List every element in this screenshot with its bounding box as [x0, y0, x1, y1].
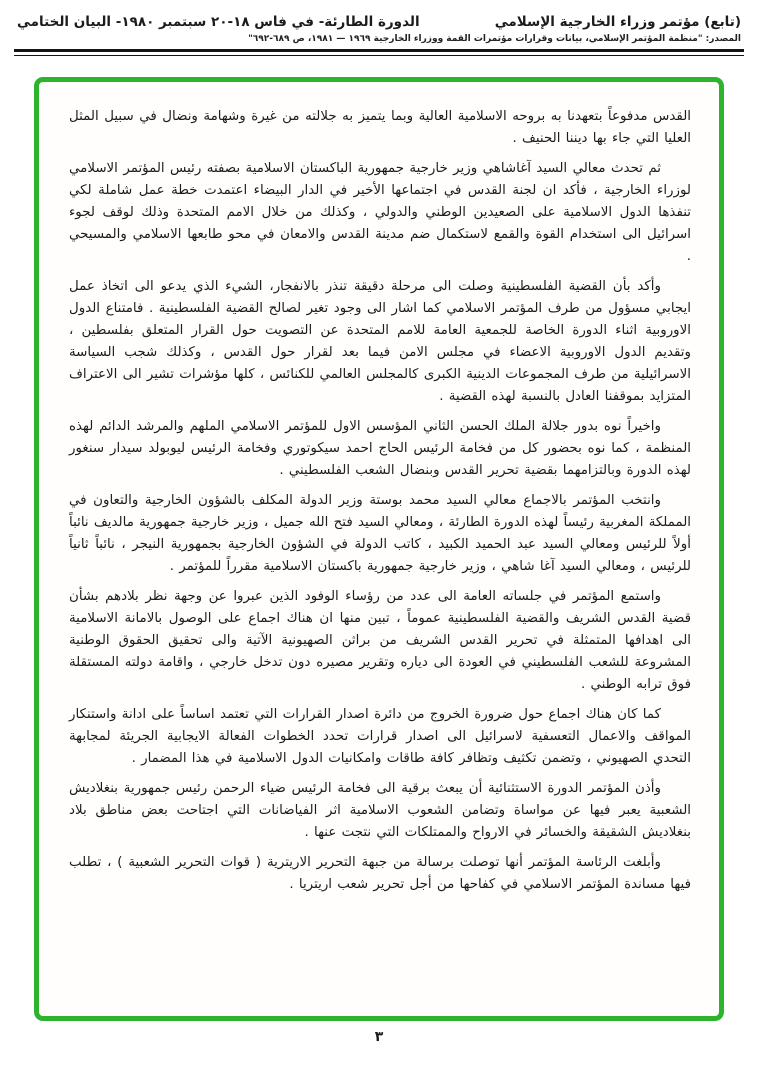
paragraph: ثم تحدث معالي السيد آغاشاهي وزير خارجية جمهورية الباكستان الاسلامية بصفته رئيس المؤتمر الاسلامي لوزراء الخارجية ، فأكد ان لجنة القدس في اجتماعها الأخير في الدار البيضاء اعتمدت خطة عمل شاملة لكي تنفذها الدول الاسلامية على الصعيدين الوطني والدولي ، وكذلك من خلال الامم المتحدة وذلك لوقف لجوء اسرائيل الى استخدام القوة والقمع لاستكمال ضم مدينة القدس والامعان في محو طابعها الاسلامي والمسيحي . [69, 160, 691, 264]
paragraph: وأبلغت الرئاسة المؤتمر أنها توصلت برسالة من جبهة التحرير الاريترية ( قوات التحرير الشعبية ) ، تطلب فيها مساندة المؤتمر الاسلامي في كفاحها من أجل تحرير شعب اريتريا . [69, 854, 691, 892]
header-title-session: الدورة الطارئة- في فاس ١٨-٢٠ سبتمبر ١٩٨٠- البيان الختامي [17, 14, 420, 30]
header-title-main: (تابع) مؤتمر وزراء الخارجية الإسلامي [494, 14, 741, 30]
paragraph: واستمع المؤتمر في جلساته العامة الى عدد من رؤساء الوفود الذين عبروا عن وجهة نظر بلادهم بشأن قضية القدس الشريف والقضية الفلسطينية عموماً ، تبين منها ان هناك اجماع على الوصول بالامانة الاسلامية الى اهدافها المتمثلة في تحرير القدس الشريف من براثن الصهيونية الآتية والى تحقيق الحقوق الوطنية المشروعة للشعب الفلسطيني في العودة الى دياره وتقرير مصيره دون تدخل خارجي ، واقامة دولته المستقلة فوق ترابه الوطني . [69, 588, 691, 692]
header-title-row [13, 8, 745, 31]
paragraph: القدس مدفوعاً بتعهدنا به بروحه الاسلامية العالية وبما يتميز به جلالته من غيرة وشهامة ونضال في سبيل المثل العليا التي جاء بها ديننا الحنيف . [69, 109, 691, 146]
paragraph: كما كان هناك اجماع حول ضرورة الخروج من دائرة اصدار القرارات التي تعتمد اساساً على ادانة واستنكار المواقف والاعمال التعسفية لاسرائيل الى اصدار قرارات تحدد الخطوات الفعالة الايجابية الجريئة لمجابهة التحدي الصهيوني ، وتضمن تكثيف وتظافر كافة طاقات وامكانيات الدول الاسلامية في هذا المضمار . [69, 706, 691, 766]
double-rule-divider [14, 49, 744, 56]
paragraph: وأكد بأن القضية الفلسطينية وصلت الى مرحلة دقيقة تنذر بالانفجار، الشيء الذي يدعو الى اتخاذ عمل ايجابي مسؤول من طرف المؤتمر الاسلامي كما اشار الى وجود تغير لصالح القضية الفلسطينية . فامتناع الدول الاوروبية اثناء الدورة الخاصة للجمعية العامة للامم المتحدة عن التصويت حول القرار المتعلق بفلسطين ، وتقديم الدول الاوروبية الاعضاء في مجلس الامن فيما بعد لقرار حول القدس ، وكذلك شجب السياسة الاسرائيلية من طرف المجموعات الدينية الكبرى كالمجلس العالمي للكنائس ، كلها مؤشرات تشير الى الاعتراف المتزايد بموقفنا العادل بالنسبة لهذه القضية . [69, 278, 691, 404]
page-header [13, 8, 745, 56]
paragraph: واخيراً نوه بدور جلالة الملك الحسن الثاني المؤسس الاول للمؤتمر الاسلامي الملهم والمرشد الدائم لهذه المنظمة ، كما نوه بحضور كل من فخامة الرئيس الحاج احمد سيكوتوري وفخامة الرئيس ليوبولد سيدار سنغور لهذه الدورة وبالتزامهما بقضية تحرير القدس وبنضال الشعب الفلسطيني . [69, 418, 691, 478]
paragraph: وأذن المؤتمر الدورة الاستثنائية أن يبعث برقية الى فخامة الرئيس ضياء الرحمن رئيس جمهورية بنغلاديش الشعبية يعبر فيها عن مواساة وتضامن الشعوب الاسلامية اثر الفياضانات التي اجتاحت بعض مناطق بلاد بنغلاديش الشقيقة والخسائر في الارواح والممتلكات التي نتجت عنها . [69, 780, 691, 840]
communique-body-frame [34, 77, 724, 1021]
page-number: ٣ [374, 1029, 384, 1045]
source-line: المصدر: "منظمة المؤتمر الإسلامي، بيانات وقرارات مؤتمرات القمة ووزراء الخارجية ١٩٦٩ — ١٩٨١، ص ٦٨٩-٦٩٢" [248, 34, 741, 44]
paragraph: وانتخب المؤتمر بالاجماع معالي السيد محمد بوستة وزير الدولة المكلف بالشؤون الخارجية والتعاون في المملكة المغربية رئيساً لهذه الدورة الطارئة ، ومعالي السيد فتح الله جميل ، وزير خارجية جمهورية مالديف نائباً أولاً للرئيس ومعالي السيد عبد الحميد الكبيد ، كاتب الدولة في الشؤون الخارجية بجمهورية النيجر ، نائباً ثانياً للرئيس ، ومعالي السيد آغا شاهي ، وزير خارجية جمهورية باكستان الاسلامية مقرراً للمؤتمر . [69, 492, 691, 574]
